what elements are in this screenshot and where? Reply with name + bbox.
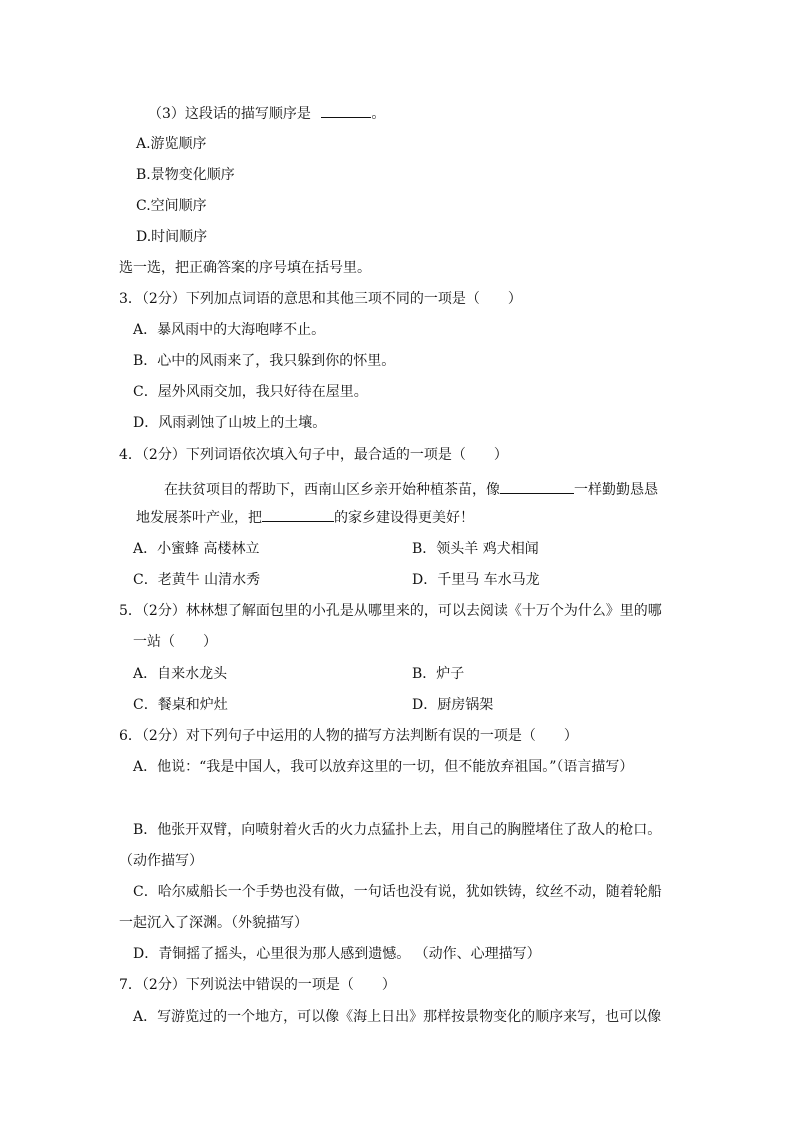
q7-option-a-line1: A．写游览过的一个地方，可以像《海上日出》那样按景物变化的顺序来写，也可以像 (133, 1009, 662, 1025)
q5-stem-line1: 5．（2分）林林想了解面包里的小孔是从哪里来的，可以去阅读《十万个为什么》里的哪 (119, 603, 662, 619)
section-instruction: 选一选，把正确答案的序号填在括号里。 (119, 260, 371, 276)
q2-sub3-stem (148, 103, 385, 124)
answer-blank (500, 479, 574, 494)
q2-sub3-suffix: 。 (371, 106, 386, 122)
answer-blank (262, 507, 334, 522)
q4-passage-part4: 的家乡建设得更美好！ (334, 510, 474, 526)
q4-passage-line2 (136, 507, 474, 528)
q4-passage-part1: 在扶贫项目的帮助下，西南山区乡亲开始种植茶苗，像 (164, 482, 500, 498)
q6-option-a: A．他说：“我是中国人，我可以放弃这里的一切，但不能放弃祖国。”（语言描写） (133, 759, 634, 775)
q3-option-d: D．风雨剥蚀了山坡上的土壤。 (133, 415, 327, 431)
q4-option-d: D．千里马 车水马龙 (412, 572, 540, 588)
q4-option-a: A．小蜜蜂 高楼林立 (133, 541, 260, 557)
q5-option-a: A．自来水龙头 (133, 666, 228, 682)
q5-option-b: B．炉子 (412, 666, 465, 682)
q3-option-b: B．心中的风雨来了，我只躲到你的怀里。 (133, 353, 396, 369)
q6-option-c-line2: 一起沉入了深渊。（外貌描写） (119, 915, 308, 931)
q2-option-c: C.空间顺序 (136, 198, 207, 214)
q2-option-b: B.景物变化顺序 (136, 167, 235, 183)
q5-stem-line2: 一站（ ） (133, 634, 217, 650)
q3-stem: 3．（2分）下列加点词语的意思和其他三项不同的一项是（ ） (119, 291, 522, 307)
q6-option-b-line1: B．他张开双臂，向喷射着火舌的火力点猛扑上去，用自己的胸膛堵住了敌人的枪口。 (133, 822, 662, 838)
q7-stem: 7．（2分）下列说法中错误的一项是（ ） (119, 977, 396, 993)
q6-option-b-line2: （动作描写） (119, 853, 203, 869)
q3-option-c: C．屋外风雨交加，我只好待在屋里。 (133, 384, 368, 400)
q6-stem: 6．（2分）对下列句子中运用的人物的描写方法判断有误的一项是（ ） (119, 728, 578, 744)
q2-sub3-prefix: （3）这段话的描写顺序是 (148, 106, 311, 122)
q2-option-a: A.游览顺序 (136, 136, 207, 152)
q2-option-d: D.时间顺序 (136, 229, 208, 245)
q4-passage-line1 (164, 479, 658, 500)
q5-option-c: C．餐桌和炉灶 (133, 697, 228, 713)
q6-option-d: D．青铜摇了摇头，心里很为那人感到遗憾。 （动作、心理描写） (133, 946, 541, 962)
q4-stem: 4．（2分）下列词语依次填入句子中，最合适的一项是（ ） (119, 447, 508, 463)
q4-option-b: B．领头羊 鸡犬相闻 (412, 541, 539, 557)
answer-blank (321, 103, 371, 118)
q5-option-d: D．厨房锅架 (412, 697, 494, 713)
q6-option-c-line1: C．哈尔威船长一个手势也没有做，一句话也没有说，犹如铁铸，纹丝不动，随着轮船 (133, 884, 662, 900)
q3-option-a: A．暴风雨中的大海咆哮不止。 (133, 322, 326, 338)
q4-passage-part2: 一样勤勤恳恳 (574, 482, 658, 498)
q4-passage-part3: 地发展茶叶产业，把 (136, 510, 262, 526)
q4-option-c: C．老黄牛 山清水秀 (133, 572, 261, 588)
